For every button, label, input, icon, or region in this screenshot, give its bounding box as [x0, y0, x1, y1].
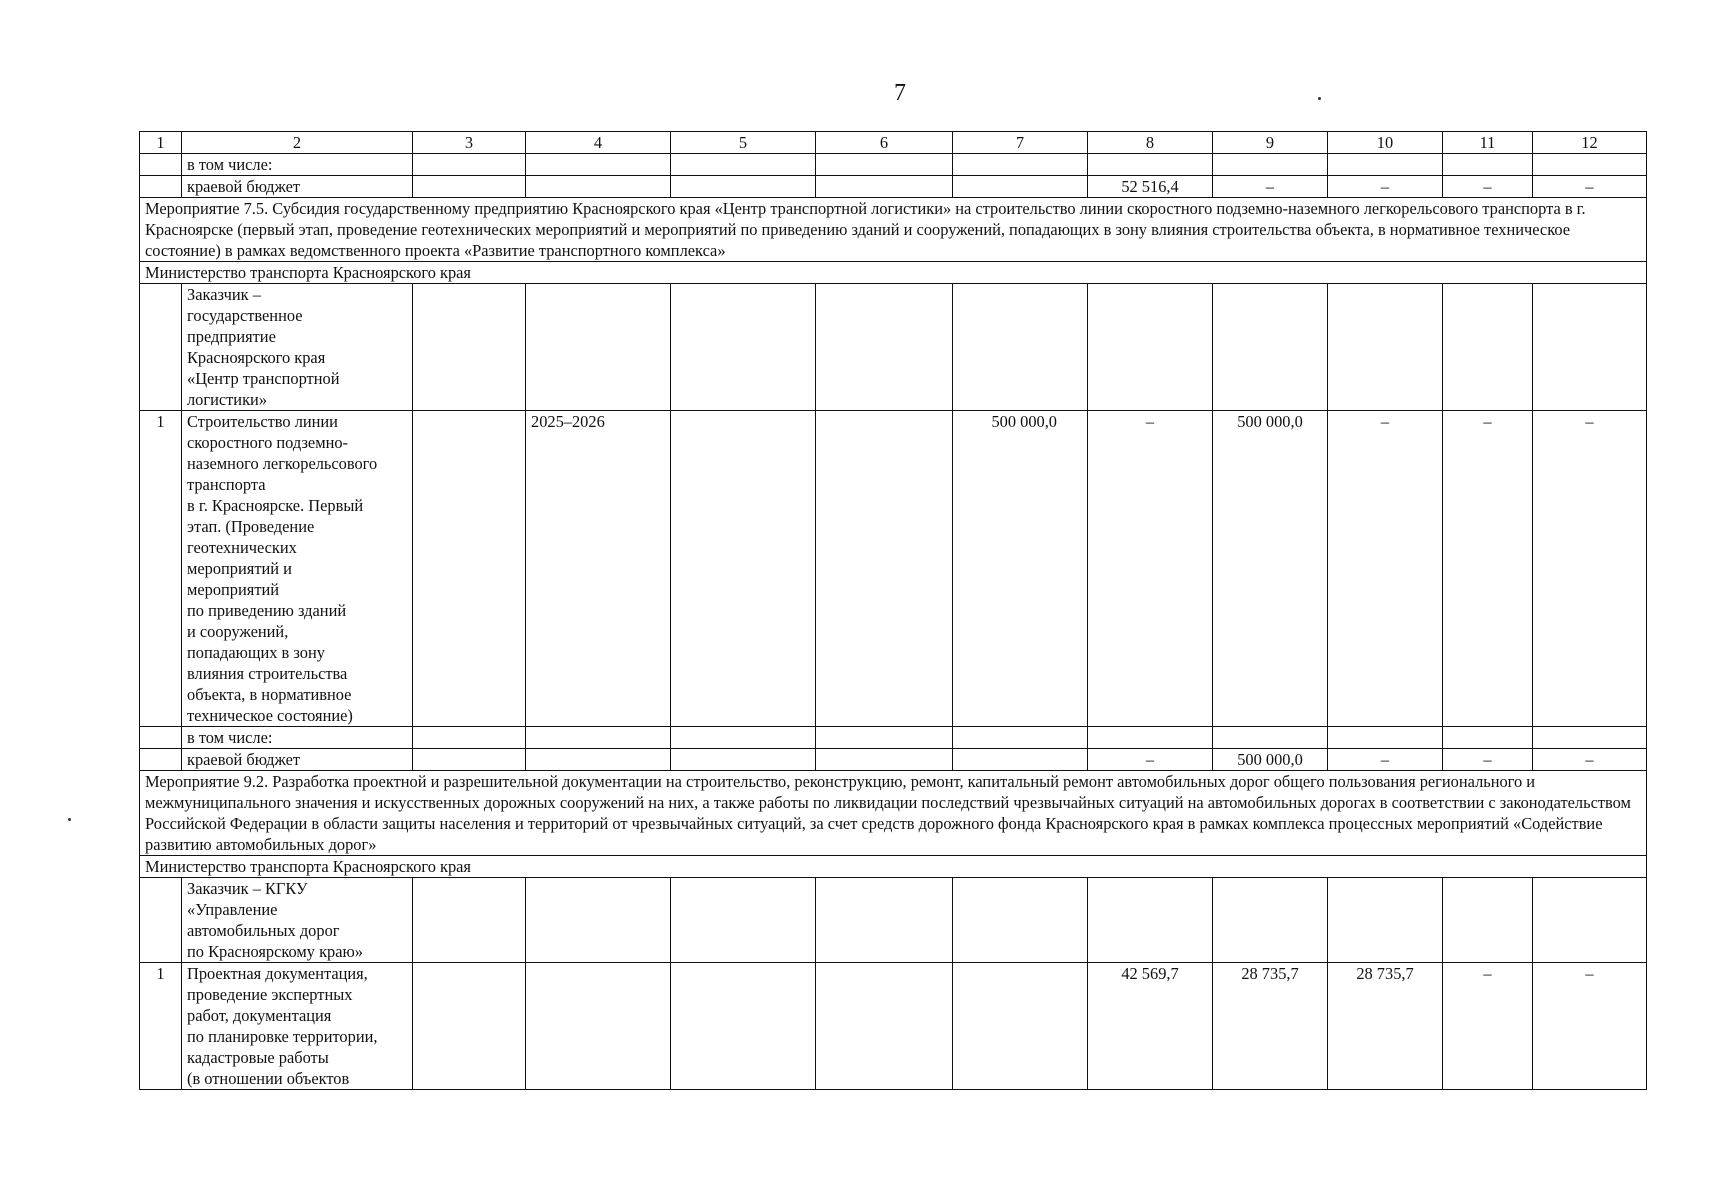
table-row	[140, 411, 1647, 727]
ministry-name: Министерство транспорта Красноярского края	[140, 262, 1647, 284]
ministry-name: Министерство транспорта Красноярского края	[140, 856, 1647, 878]
cell-value: –	[1533, 963, 1647, 1090]
col-header-8: 8	[1088, 132, 1213, 154]
budget-table	[139, 131, 1647, 1090]
cell-value: 28 735,7	[1213, 963, 1328, 1090]
table-row	[140, 963, 1647, 1090]
customer-name: Заказчик – государственное предприятие Красноярского края «Центр транспортной логистики»	[182, 284, 413, 411]
cell-value: –	[1443, 176, 1533, 198]
item-number: 1	[140, 411, 182, 727]
column-number-row	[140, 132, 1647, 154]
col-header-12: 12	[1533, 132, 1647, 154]
item-number: 1	[140, 963, 182, 1090]
col-header-2: 2	[182, 132, 413, 154]
col-header-1: 1	[140, 132, 182, 154]
cell-value: –	[1213, 176, 1328, 198]
cell-value: –	[1533, 411, 1647, 727]
event-title: Мероприятие 7.5. Субсидия государственному предприятию Красноярского края «Центр транспортной логистики» на строительство линии скоростного подземно-наземного легкорельсового транспорта в г. Красноярске (первый этап, проведение геотехнических мероприятий и мероприятий по приведению зданий и сооружений, попадающих в зону влияния строительства объекта, в нормативное техническое состояние) в рамках ведомственного проекта «Развитие транспортного комплекса»	[140, 198, 1647, 262]
table-row	[140, 727, 1647, 749]
cell-value: –	[1328, 176, 1443, 198]
cell-value: –	[1443, 411, 1533, 727]
cell-value: –	[1443, 749, 1533, 771]
table-row	[140, 154, 1647, 176]
page-number: 7	[894, 80, 906, 106]
col-header-9: 9	[1213, 132, 1328, 154]
cell-value: 42 569,7	[1088, 963, 1213, 1090]
regional-budget-label: краевой бюджет	[182, 749, 413, 771]
cell-value: –	[1088, 411, 1213, 727]
regional-budget-label: краевой бюджет	[182, 176, 413, 198]
col-header-3: 3	[413, 132, 526, 154]
col-header-11: 11	[1443, 132, 1533, 154]
cell-value: 500 000,0	[953, 411, 1088, 727]
cell-value: 28 735,7	[1328, 963, 1443, 1090]
item-name: Проектная документация, проведение экспертных работ, документация по планировке территории, кадастровые работы (в отношении объектов	[182, 963, 413, 1090]
customer-row	[140, 878, 1647, 963]
cell-value: 500 000,0	[1213, 749, 1328, 771]
scan-speck	[68, 818, 71, 821]
event-title: Мероприятие 9.2. Разработка проектной и разрешительной документации на строительство, реконструкцию, ремонт, капитальный ремонт автомобильных дорог общего пользования регионального и межмуниципального значения и искусственных дорожных сооружений на них, а также работы по ликвидации последствий чрезвычайных ситуаций на автомобильных дорогах в соответствии с законодательством Российской Федерации в области защиты населения и территорий от чрезвычайных ситуаций, за счет средств дорожного фонда Красноярского края в рамках комплекса процессных мероприятий «Содействие развитию автомобильных дорог»	[140, 771, 1647, 856]
including-label: в том числе:	[182, 154, 413, 176]
cell-value: –	[1328, 411, 1443, 727]
customer-row	[140, 284, 1647, 411]
including-label: в том числе:	[182, 727, 413, 749]
col-header-6: 6	[816, 132, 953, 154]
event-title-row	[140, 771, 1647, 856]
cell-value: –	[1533, 749, 1647, 771]
cell-value: –	[1443, 963, 1533, 1090]
cell-value: –	[1088, 749, 1213, 771]
ministry-row	[140, 856, 1647, 878]
table-row	[140, 176, 1647, 198]
item-period: 2025–2026	[526, 411, 671, 727]
cell-value: 500 000,0	[1213, 411, 1328, 727]
col-header-7: 7	[953, 132, 1088, 154]
cell-value: –	[1328, 749, 1443, 771]
event-title-row	[140, 198, 1647, 262]
table-row	[140, 749, 1647, 771]
customer-name: Заказчик – КГКУ «Управление автомобильных дорог по Красноярскому краю»	[182, 878, 413, 963]
cell-value: 52 516,4	[1088, 176, 1213, 198]
col-header-5: 5	[671, 132, 816, 154]
item-name: Строительство линии скоростного подземно- наземного легкорельсового транспорта в г. Красноярске. Первый этап. (Проведение геотехнических мероприятий и мероприятий по приведению зданий и сооружений, попадающих в зону влияния строительства объекта, в нормативное техническое состояние)	[182, 411, 413, 727]
scan-speck	[1318, 97, 1321, 100]
col-header-10: 10	[1328, 132, 1443, 154]
cell-value: –	[1533, 176, 1647, 198]
col-header-4: 4	[526, 132, 671, 154]
ministry-row	[140, 262, 1647, 284]
